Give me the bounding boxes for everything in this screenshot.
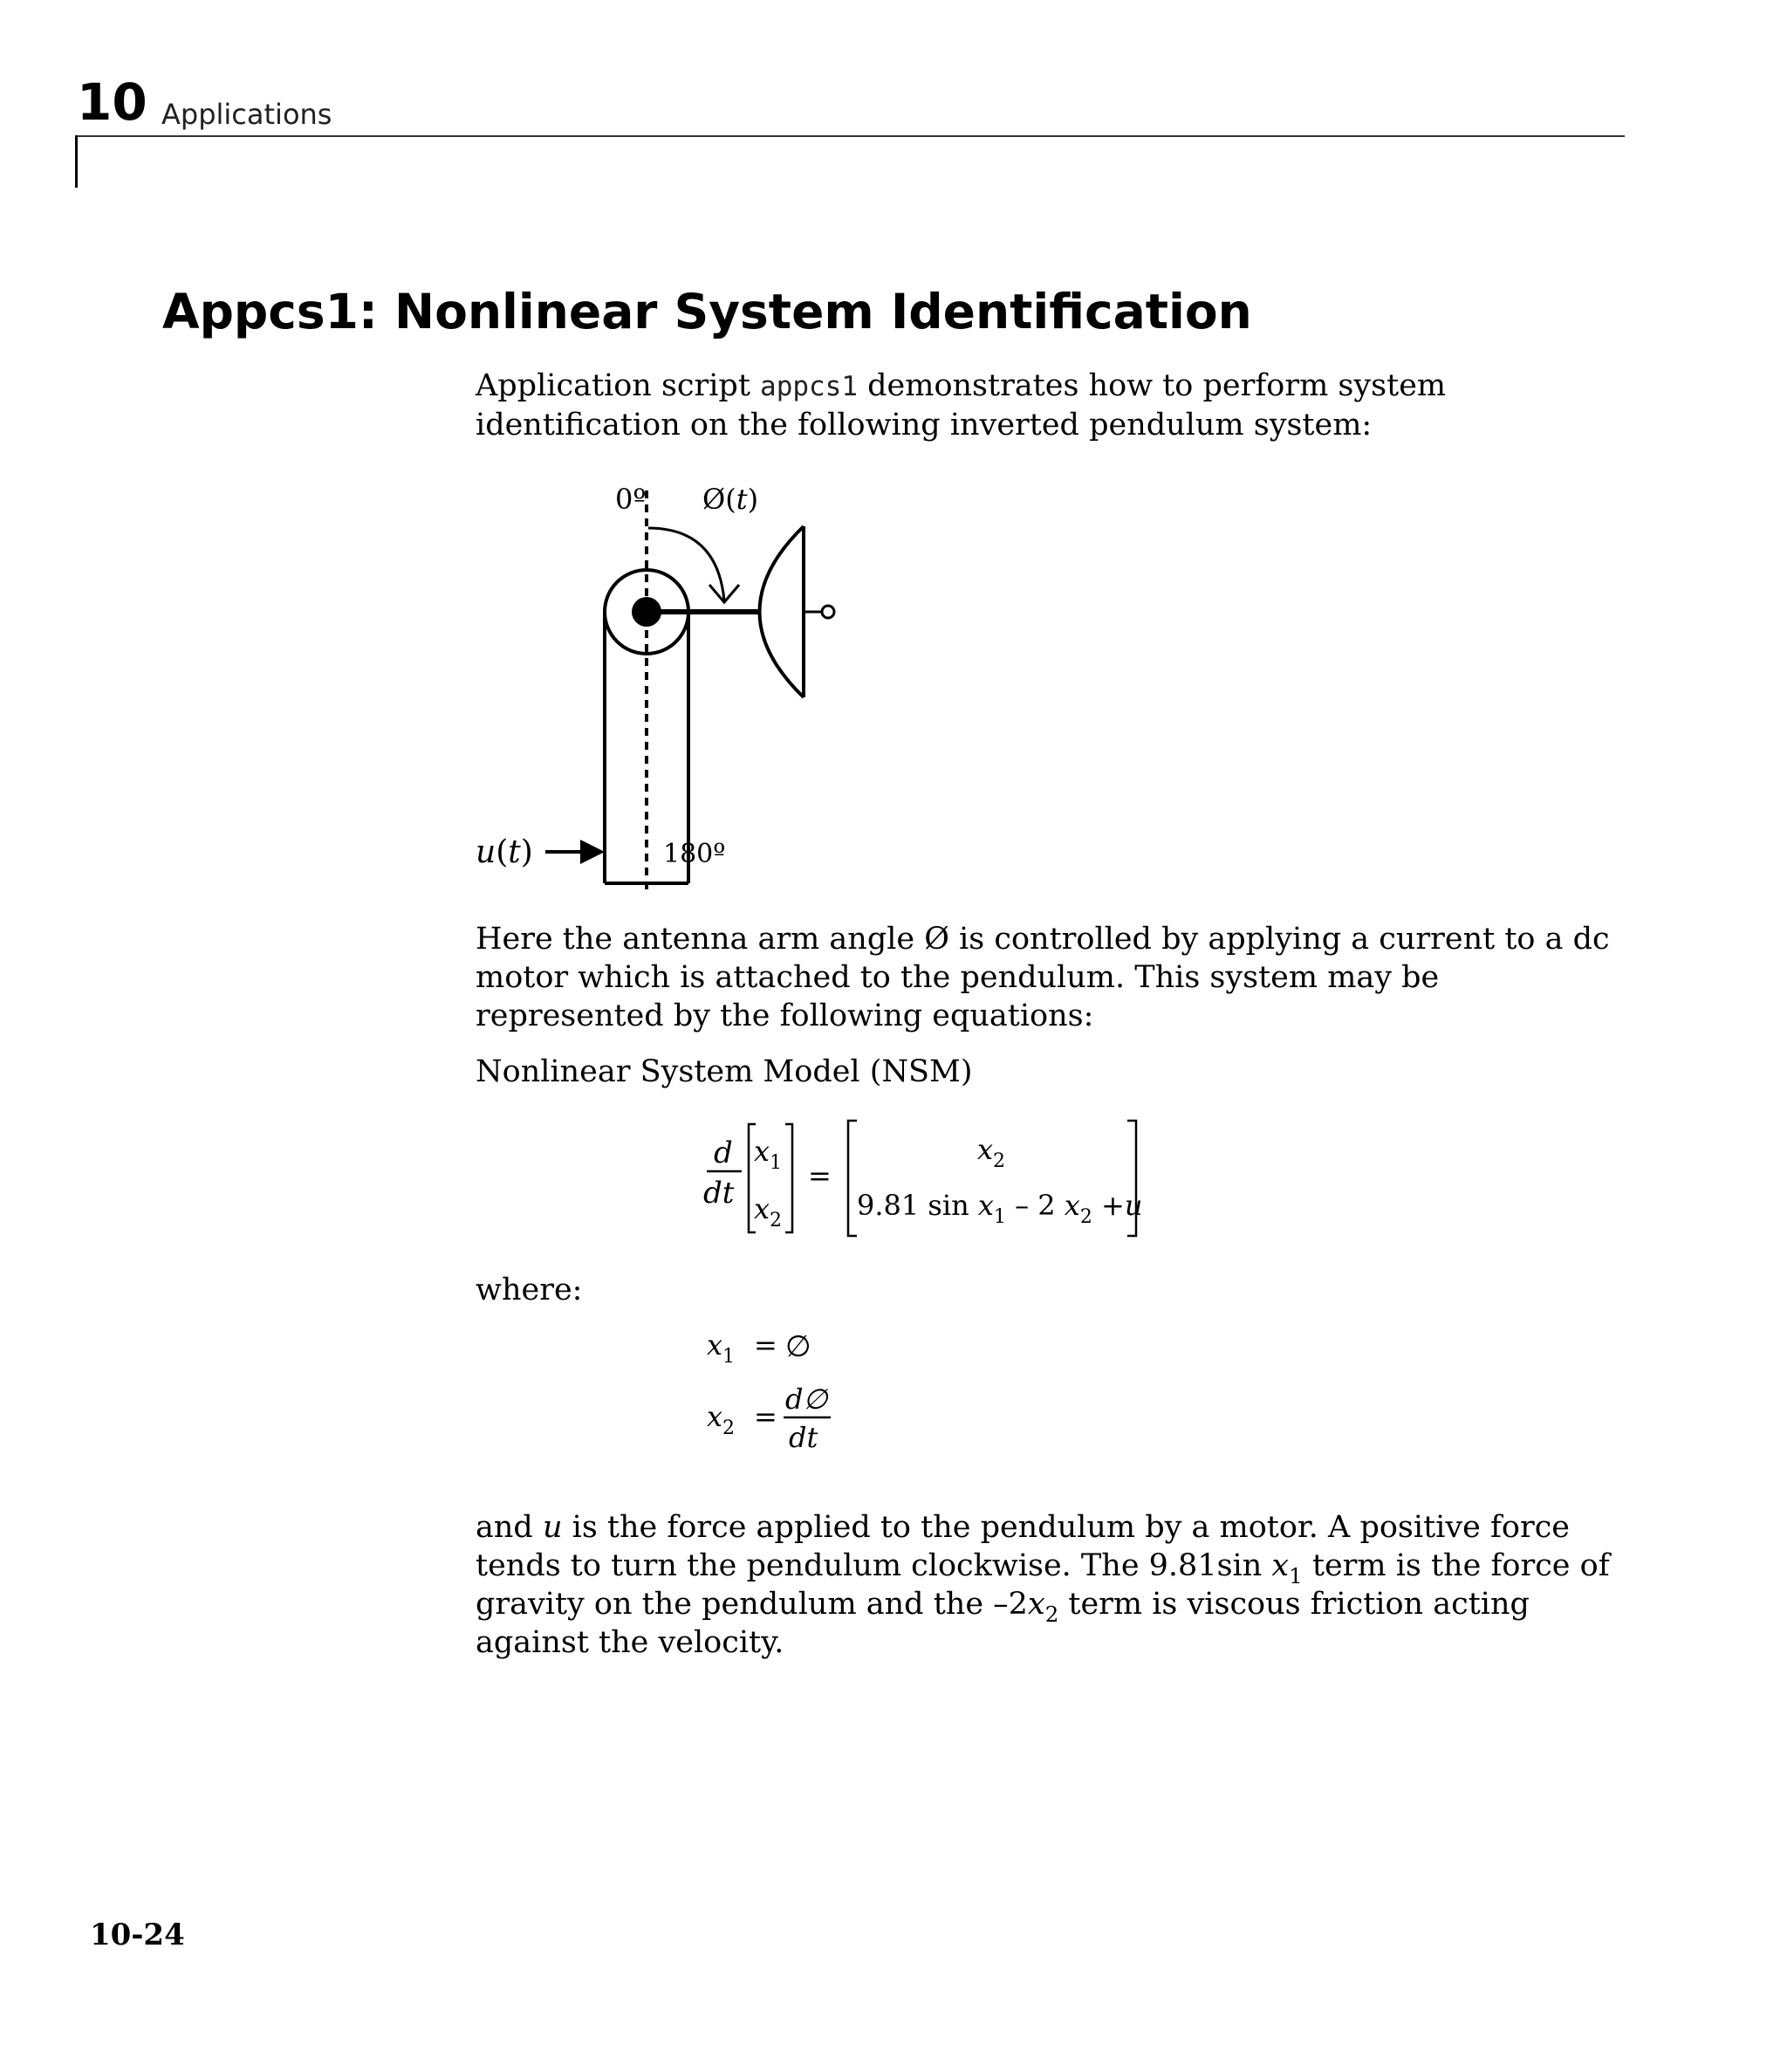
rhs-top-x2: $x_2$ — [977, 1133, 1006, 1172]
lhs-x2: $x_2$ — [754, 1192, 783, 1232]
lhs-bracket-right — [785, 1124, 792, 1232]
def-dphi: d∅ — [785, 1382, 828, 1416]
page-number: 10-24 — [90, 1918, 185, 1952]
intro-paragraph — [476, 367, 1636, 444]
var-u: u — [542, 1510, 563, 1545]
intro-text-after: demonstrates how to perform system identification on the following inverted pendulum system: — [476, 368, 1447, 443]
explanation-paragraph: and u is the force applied to the pendulum by a motor. A positive force tends to turn the pendulum clockwise. The 9.81sin $x_1$ term is the force of gravity on the pendulum and the $-2x_2$ term is viscous friction acting against the velocity. — [476, 1510, 1610, 1660]
def-phi: ∅ — [785, 1329, 811, 1364]
def-eq1: = — [754, 1328, 777, 1362]
chapter-number: 10 — [77, 72, 147, 132]
header-rule — [75, 135, 1625, 137]
nsm-equation — [689, 1117, 1161, 1248]
header-margin-mark — [75, 135, 78, 188]
variable-definitions — [698, 1318, 873, 1466]
def-eq2: = — [754, 1400, 777, 1433]
inverted-pendulum-diagram — [462, 480, 881, 899]
chapter-title: Applications — [161, 98, 332, 131]
section-title: Appcs1: Nonlinear System Identification — [162, 284, 1252, 340]
model-label: Nonlinear System Model (NSM) — [476, 1054, 973, 1089]
lhs-x1: $x_1$ — [754, 1135, 783, 1174]
force-arrowhead — [580, 840, 605, 864]
label-zero-degrees: 0º — [615, 483, 647, 516]
def-dt: dt — [789, 1421, 818, 1454]
script-name-code: appcs1 — [760, 371, 859, 402]
def-x2: $x_2$ — [707, 1400, 736, 1439]
label-180-degrees: 180º — [663, 839, 726, 869]
rhs-bottom-expression: 9.81 $\sin x_1 - 2$ $x_2 +u$ — [857, 1189, 1143, 1228]
eq-d: d — [714, 1135, 733, 1170]
description-paragraph: Here the antenna arm angle Ø is controlled by applying a current to a dc motor which is attached to the pendulum. This system may be represented by the following equations: — [476, 922, 1610, 1033]
var-x2: x — [1027, 1587, 1045, 1622]
label-phi-t: Ø(t) — [702, 483, 759, 516]
antenna-dish-curve — [760, 526, 804, 697]
def-x1: $x_1$ — [707, 1328, 736, 1368]
antenna-feed-tip — [822, 606, 834, 618]
intro-text-before: Application script — [476, 368, 761, 403]
eq-equals: = — [808, 1159, 832, 1192]
where-label: where: — [476, 1273, 583, 1307]
rhs-bracket-left — [848, 1121, 857, 1236]
label-u-t: u(t) — [476, 834, 533, 870]
var-x1: x — [1271, 1548, 1290, 1583]
eq-dt: dt — [703, 1176, 735, 1211]
